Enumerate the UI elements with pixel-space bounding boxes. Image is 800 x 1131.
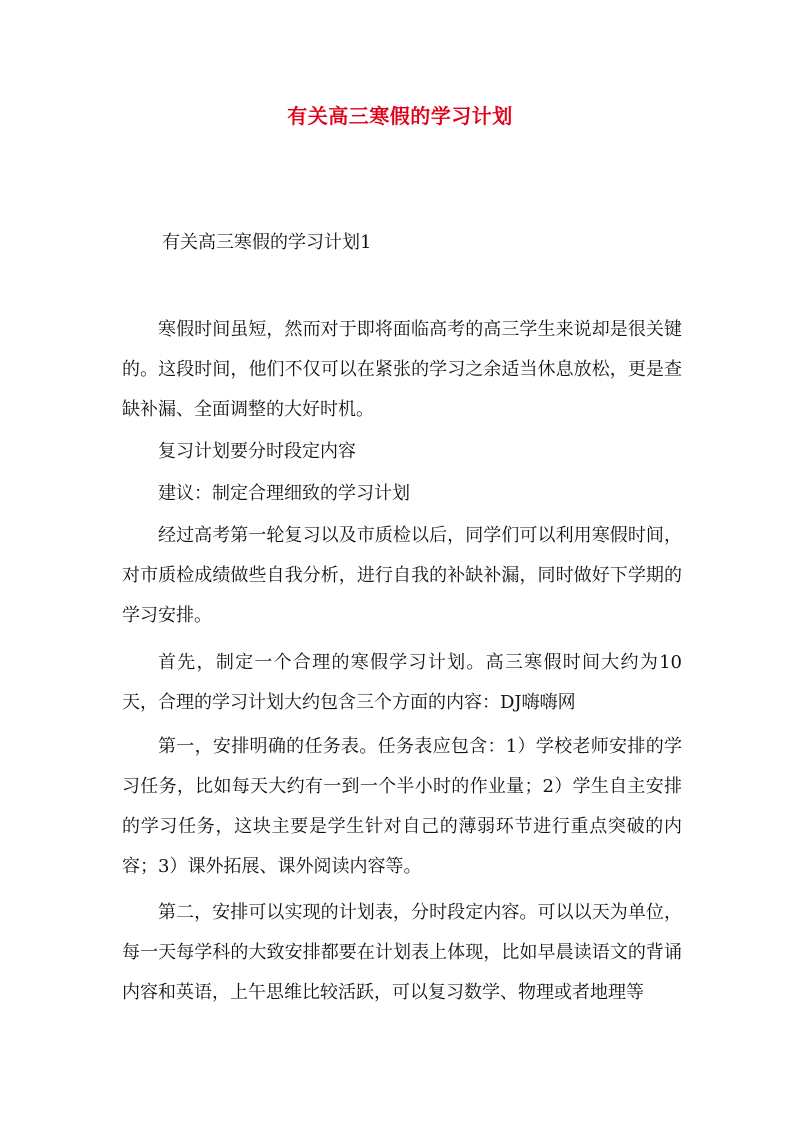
- paragraph-schedule: 第二，安排可以实现的计划表，分时段定内容。可以以天为单位，每一天每学科的大致安排都要在计划表上体现，比如早晨读语文的背诵内容和英语，上午思维比较活跃，可以复习数学、物理或者地理等: [122, 902, 682, 1003]
- paragraph-first-step: 首先，制定一个合理的寒假学习计划。高三寒假时间大约为10天，合理的学习计划大约包含三个方面的内容：DJ嗨嗨网: [122, 652, 682, 713]
- document-title: 有关高三寒假的学习计划: [287, 104, 513, 128]
- paragraph-review-plan: 复习计划要分时段定内容: [158, 441, 356, 462]
- paragraph-task-list: 第一，安排明确的任务表。任务表应包含：1）学校老师安排的学习任务，比如每天大约有一到一个半小时的作业量；2）学生自主安排的学习任务，这块主要是学生针对自己的薄弱环节进行重点突破的内容；3）课外拓展、课外阅读内容等。: [122, 736, 682, 877]
- paragraph-self-analysis: 经过高考第一轮复习以及市质检以后，同学们可以利用寒假时间，对市质检成绩做些自我分析，进行自我的补缺补漏，同时做好下学期的学习安排。: [122, 525, 682, 626]
- paragraph-intro: 寒假时间虽短，然而对于即将面临高考的高三学生来说却是很关键的。这段时间，他们不仅可以在紧张的学习之余适当休息放松，更是查缺补漏、全面调整的大好时机。: [122, 319, 682, 420]
- paragraph-suggestion: 建议：制定合理细致的学习计划: [158, 483, 410, 504]
- section-heading: 有关高三寒假的学习计划1: [162, 232, 372, 253]
